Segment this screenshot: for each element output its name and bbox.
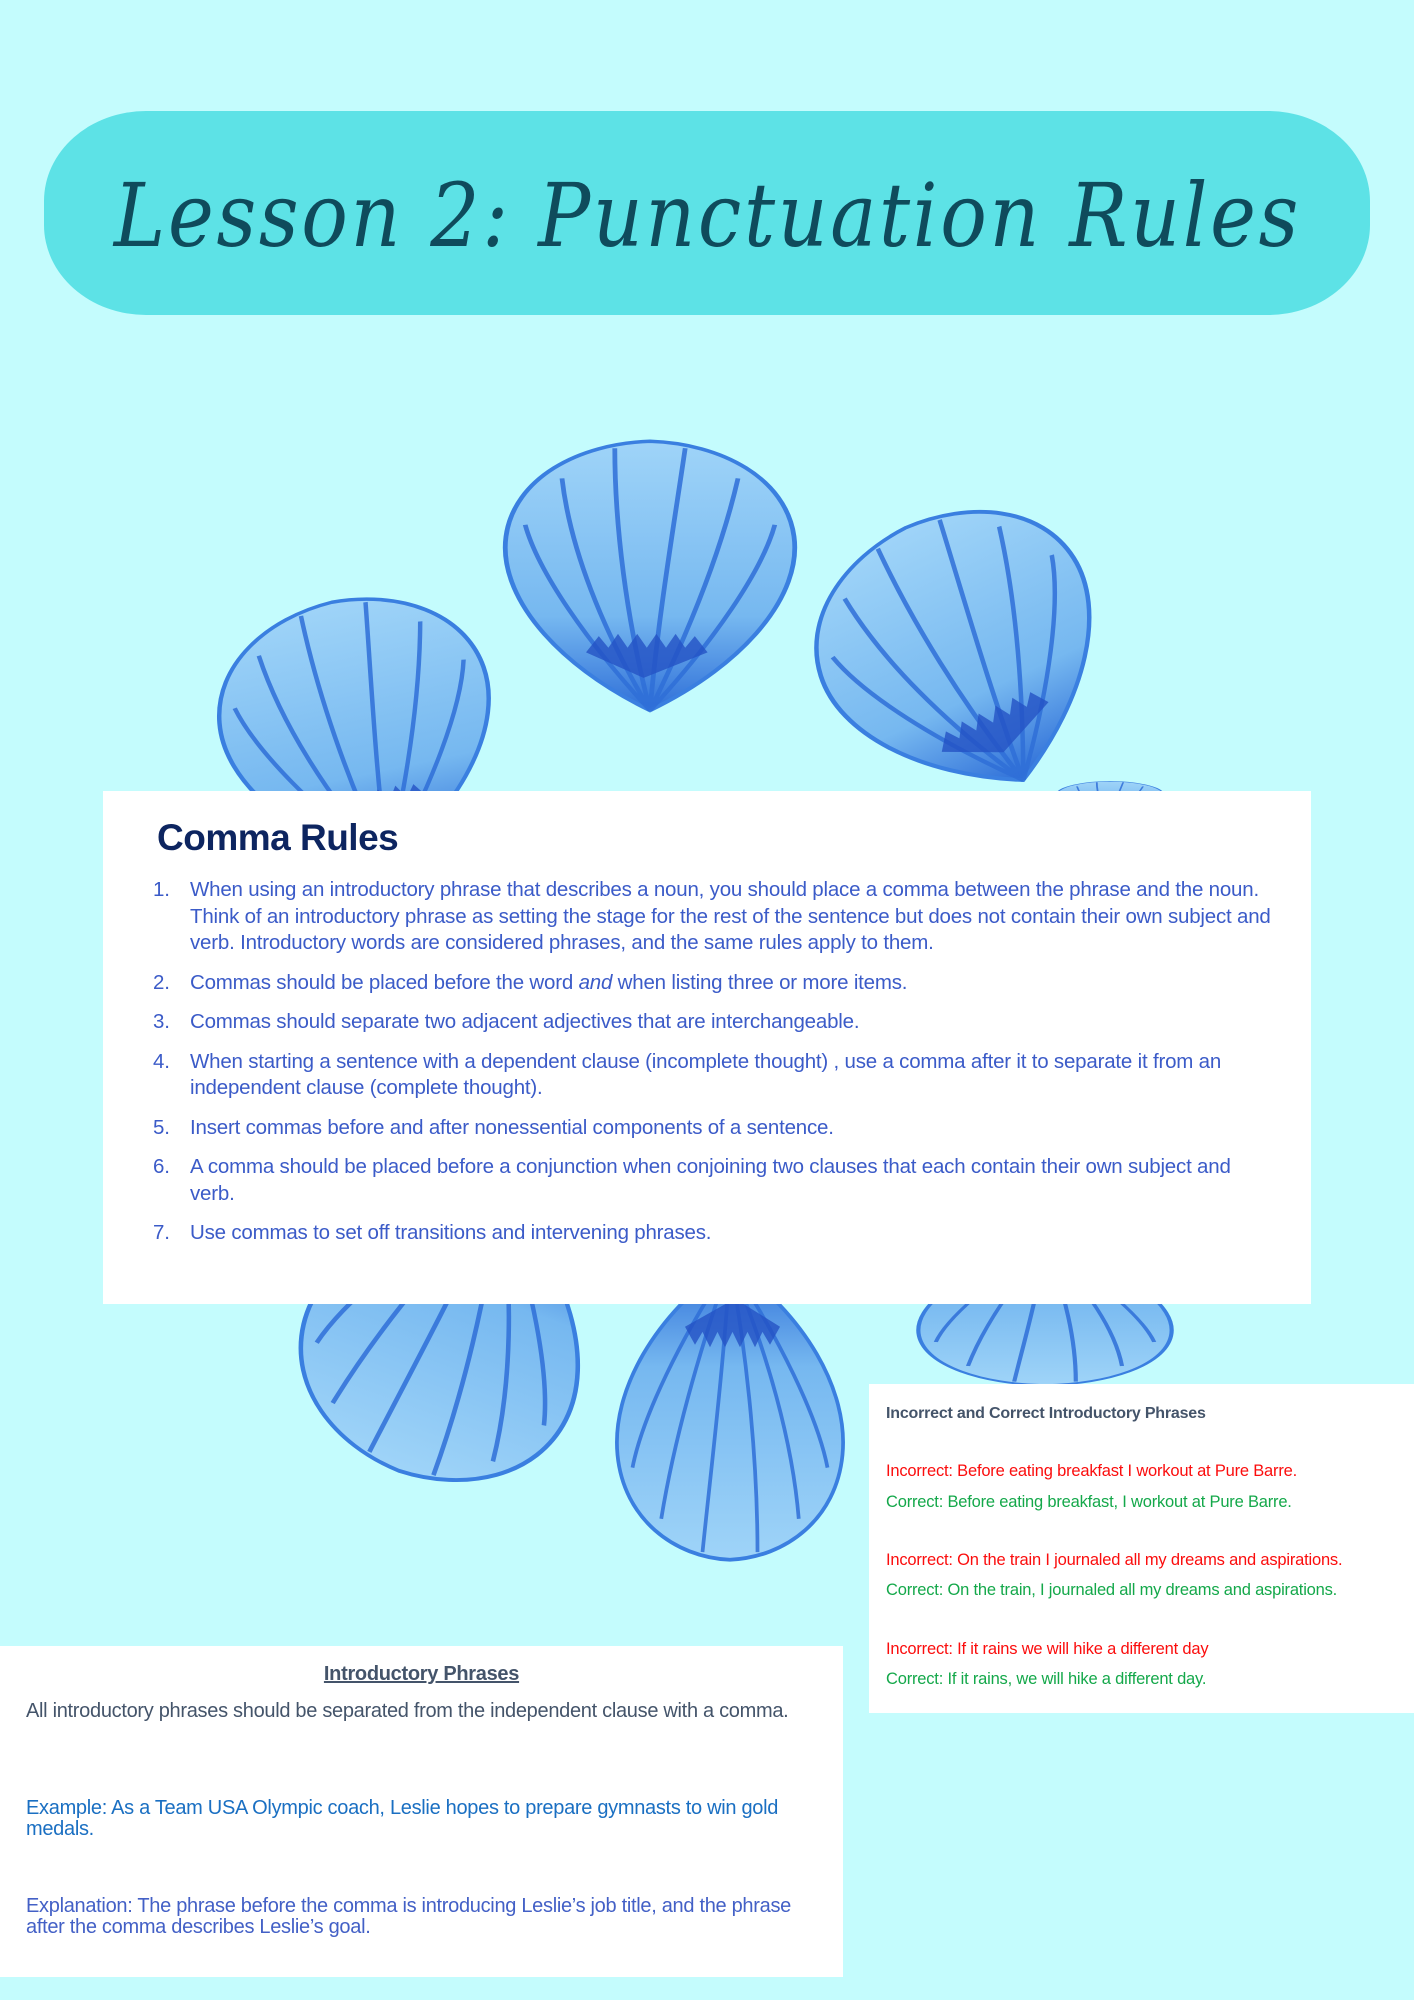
rule-text: A comma should be placed before a conjunction when conjoining two clauses that each contain their own subject and verb.: [190, 1155, 1231, 1205]
rule-text-emphasis: and: [578, 970, 613, 994]
rule-number: 1.: [153, 878, 170, 901]
rule-item: [153, 970, 1273, 997]
incorrect-example: Incorrect: On the train I journaled all my dreams and aspirations.: [886, 1551, 1343, 1569]
intro-rule-text: All introductory phrases should be separated from the independent clause with a comma.: [26, 1700, 789, 1722]
rule-number: 3.: [153, 1010, 170, 1033]
seashell-icon: [490, 432, 810, 722]
rule-number: 7.: [153, 1221, 170, 1244]
incorrect-example: Incorrect: If it rains we will hike a different day: [886, 1640, 1209, 1658]
examples-heading: Incorrect and Correct Introductory Phrases: [886, 1405, 1206, 1422]
rule-text: When starting a sentence with a dependent clause (incomplete thought) , use a comma after it to separate it from an independent clause (complete thought).: [190, 1049, 1222, 1099]
rule-item: [153, 1049, 1273, 1102]
comma-rules-list: [153, 877, 1273, 1260]
rule-number: 6.: [153, 1155, 170, 1178]
rule-text: Use commas to set off transitions and intervening phrases.: [190, 1221, 712, 1244]
rule-text-part: Commas should be placed before the word: [190, 970, 579, 994]
incorrect-example: Incorrect: Before eating breakfast I workout at Pure Barre.: [886, 1462, 1297, 1480]
rule-text: [190, 970, 1273, 997]
intro-explanation-text: Explanation: The phrase before the comma is introducing Leslie’s job title, and the phrase after the comma describes Leslie’s goal.: [26, 1895, 791, 1938]
introductory-phrases-panel: [0, 1646, 843, 1977]
rule-text: Commas should separate two adjacent adjectives that are interchangeable.: [190, 1010, 860, 1033]
title-banner: [44, 111, 1370, 315]
rule-item: [153, 1220, 1273, 1247]
correct-example: Correct: Before eating breakfast, I workout at Pure Barre.: [886, 1493, 1292, 1511]
rule-text: Insert commas before and after nonessential components of a sentence.: [190, 1115, 834, 1139]
rule-item: [153, 1115, 1273, 1142]
comma-rules-title: Comma Rules: [157, 817, 399, 858]
rule-text: When using an introductory phrase that describes a noun, you should place a comma between the phrase and the noun. Think of an introductory phrase as setting the stage for the rest of the sentence but does not contain their own subject and verb. Introductory words are considered phrases, and the same rules apply to them.: [190, 878, 1271, 954]
intro-heading: Introductory Phrases: [323, 1663, 520, 1685]
rule-text-part: when listing three or more items.: [612, 970, 908, 994]
correct-example: Correct: On the train, I journaled all my dreams and aspirations.: [886, 1581, 1338, 1599]
correct-example: Correct: If it rains, we will hike a different day.: [886, 1670, 1207, 1688]
page-title: Lesson 2: Punctuation Rules: [113, 163, 1301, 267]
rule-number: 2.: [153, 970, 170, 994]
rule-item: [153, 877, 1273, 957]
examples-panel: [869, 1384, 1414, 1713]
rule-number: 5.: [153, 1115, 170, 1139]
rule-item: [153, 1154, 1273, 1207]
rule-item: [153, 1009, 1273, 1036]
intro-example-text: Example: As a Team USA Olympic coach, Leslie hopes to prepare gymnasts to win gold medals.: [26, 1797, 779, 1840]
rule-number: 4.: [153, 1049, 170, 1073]
comma-rules-panel: [103, 791, 1311, 1304]
